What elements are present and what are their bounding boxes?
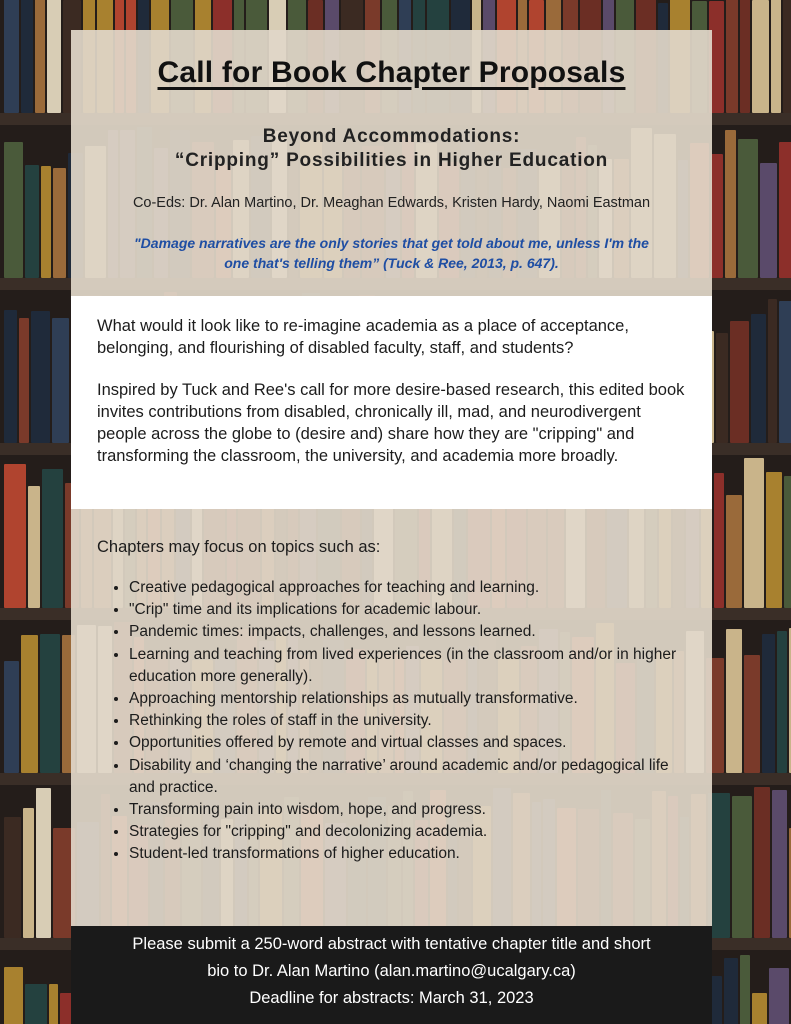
book-spine — [754, 787, 770, 938]
book-spine — [23, 808, 34, 938]
epigraph-quote — [90, 233, 693, 273]
book-spine — [31, 311, 50, 443]
book-spine — [53, 168, 66, 278]
quote-line-2: one that's telling them” (Tuck & Ree, 2013, p. 647). — [224, 255, 559, 271]
book-spine — [730, 321, 749, 443]
book-spine — [4, 817, 21, 938]
intro-box — [71, 296, 712, 509]
intro-paragraph-2: Inspired by Tuck and Ree's call for more desire-based research, this edited book invites contributions from disabled, chronically ill, mad, and neurodivergent people across the globe to (desire and) share how they are "cripping" and transforming the classroom, the university, and academia more broadly. — [97, 381, 685, 465]
book-spine — [25, 984, 47, 1024]
book-spine — [779, 142, 791, 278]
book-spine — [4, 464, 26, 608]
topics-list — [97, 577, 697, 866]
book-spine — [4, 0, 19, 113]
book-spine — [751, 314, 766, 443]
book-spine — [726, 495, 742, 608]
book-spine — [52, 318, 69, 443]
book-spine — [726, 0, 738, 113]
book-spine — [752, 0, 769, 113]
book-spine — [777, 631, 787, 773]
book-spine — [740, 0, 750, 113]
book-spine — [744, 655, 760, 773]
topic-item: • Student-led transformations of higher education. — [129, 843, 697, 865]
quote-line-1: "Damage narratives are the only stories that get told about me, unless I'm the — [134, 235, 649, 251]
book-spine — [762, 634, 775, 773]
topic-item: • Transforming pain into wisdom, hope, and progress. — [129, 799, 697, 821]
book-spine — [49, 984, 58, 1024]
book-spine — [725, 130, 736, 278]
topic-item: • Strategies for "cripping" and decolonizing academia. — [129, 821, 697, 843]
book-spine — [21, 0, 33, 113]
book-spine — [784, 476, 791, 608]
book-spine — [724, 958, 738, 1024]
book-spine — [28, 486, 40, 608]
book-spine — [738, 139, 758, 278]
book-spine — [4, 661, 19, 773]
book-subtitle — [71, 125, 712, 173]
submission-footer — [71, 926, 712, 1024]
book-spine — [19, 318, 29, 443]
page-title: Call for Book Chapter Proposals — [157, 56, 626, 89]
topic-item: • Approaching mentorship relationships as mutually transformative. — [129, 688, 697, 710]
topic-item: • Opportunities offered by remote and virtual classes and spaces. — [129, 732, 697, 754]
topics-intro: Chapters may focus on topics such as: — [97, 538, 381, 556]
book-spine — [744, 458, 764, 608]
book-spine — [4, 967, 23, 1024]
book-spine — [772, 790, 787, 938]
book-spine — [4, 142, 23, 278]
topics-section — [97, 538, 697, 866]
book-spine — [771, 0, 781, 113]
book-spine — [752, 993, 767, 1024]
footer-line-1: Please submit a 250-word abstract with tentative chapter title and short — [132, 935, 651, 953]
book-spine — [40, 634, 60, 773]
book-spine — [42, 469, 63, 608]
book-spine — [25, 165, 39, 278]
book-spine — [760, 163, 777, 278]
topic-item: • "Crip" time and its implications for academic labour. — [129, 599, 697, 621]
topic-item: • Disability and ‘changing the narrative’ around academic and/or pedagogical life and practice. — [129, 755, 697, 799]
book-spine — [783, 0, 791, 113]
footer-line-3: Deadline for abstracts: March 31, 2023 — [249, 989, 534, 1007]
book-spine — [779, 301, 791, 443]
book-spine — [47, 0, 61, 113]
book-spine — [714, 473, 724, 608]
topic-item: • Pandemic times: impacts, challenges, and lessons learned. — [129, 621, 697, 643]
book-spine — [21, 635, 38, 773]
co-editors: Co-Eds: Dr. Alan Martino, Dr. Meaghan Edwards, Kristen Hardy, Naomi Eastman — [132, 195, 651, 211]
topic-item: • Creative pedagogical approaches for teaching and learning. — [129, 577, 697, 599]
intro-paragraph-1: What would it look like to re-imagine academia as a place of acceptance, belonging, and flourishing of disabled faculty, staff, and students? — [97, 317, 629, 357]
book-spine — [716, 333, 728, 443]
book-spine — [36, 788, 51, 938]
topic-item: • Rethinking the roles of staff in the university. — [129, 710, 697, 732]
book-spine — [740, 955, 750, 1024]
footer-line-2: bio to Dr. Alan Martino (alan.martino@ucalgary.ca) — [207, 962, 576, 980]
book-spine — [4, 310, 17, 443]
book-spine — [711, 154, 723, 278]
subtitle-line-1: Beyond Accommodations: — [262, 126, 521, 147]
subtitle-line-2: “Cripping” Possibilities in Higher Education — [174, 150, 609, 171]
book-spine — [768, 299, 777, 443]
book-spine — [726, 629, 742, 773]
book-spine — [35, 0, 45, 113]
book-spine — [41, 166, 51, 278]
topic-item: • Learning and teaching from lived experiences (in the classroom and/or in higher education more generally). — [129, 644, 697, 688]
book-spine — [732, 796, 752, 938]
book-spine — [769, 968, 789, 1024]
book-spine — [766, 472, 782, 608]
